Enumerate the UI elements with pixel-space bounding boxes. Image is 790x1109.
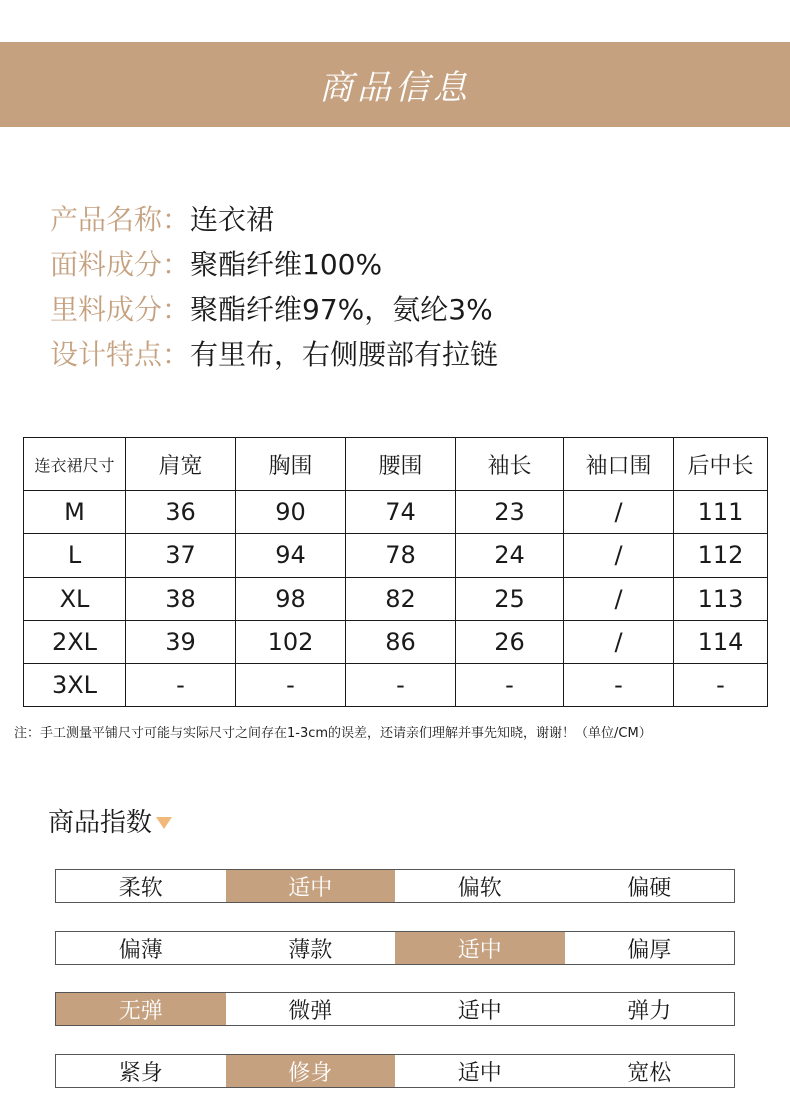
table-cell: - — [346, 663, 456, 706]
table-cell: 113 — [674, 577, 768, 620]
table-cell: 86 — [346, 620, 456, 663]
table-header-cell: 腰围 — [346, 438, 456, 491]
index-title-text: 商品指数 — [48, 808, 153, 838]
measurement-note: 注：手工测量平铺尺寸可能与实际尺寸之间存在1-3cm的误差，还请亲们理解并事先知晓，谢谢！（单位/CM） — [14, 726, 652, 741]
info-row-name — [50, 195, 498, 240]
table-cell: 78 — [346, 534, 456, 577]
table-cell: 74 — [346, 491, 456, 534]
triangle-down-icon — [156, 817, 172, 829]
scale-option: 微弹 — [288, 998, 333, 1024]
table-row — [24, 663, 768, 706]
table-cell: 114 — [674, 620, 768, 663]
table-cell: - — [674, 663, 768, 706]
table-cell: 24 — [456, 534, 564, 577]
info-label: 产品名称： — [50, 202, 191, 236]
size-table — [23, 437, 768, 707]
scale-option: 偏厚 — [627, 937, 672, 963]
table-cell: / — [564, 491, 674, 534]
product-info — [50, 195, 498, 375]
table-cell: L — [24, 534, 126, 577]
table-header-cell: 袖长 — [456, 438, 564, 491]
scale-option: 弹力 — [627, 998, 672, 1024]
table-cell: 90 — [236, 491, 346, 534]
table-cell: 82 — [346, 577, 456, 620]
table-cell: 102 — [236, 620, 346, 663]
index-title — [48, 802, 172, 839]
table-cell: - — [126, 663, 236, 706]
info-label: 设计特点： — [50, 337, 191, 371]
table-cell: 25 — [456, 577, 564, 620]
index-scale-thickness — [55, 931, 735, 965]
table-header-cell: 后中长 — [674, 438, 768, 491]
table-header-cell: 胸围 — [236, 438, 346, 491]
scale-option: 紧身 — [118, 1060, 163, 1086]
info-row-fabric — [50, 240, 498, 285]
scale-option-selected: 无弹 — [56, 993, 226, 1025]
table-cell: 111 — [674, 491, 768, 534]
scale-option-selected: 修身 — [226, 1055, 396, 1087]
banner-title: 商品信息 — [319, 68, 471, 108]
section-banner — [0, 42, 790, 127]
table-cell: 39 — [126, 620, 236, 663]
info-label: 里料成分： — [50, 292, 191, 326]
table-header-row — [24, 438, 768, 491]
index-scale-fit — [55, 1054, 735, 1088]
info-value: 有里布，右侧腰部有拉链 — [190, 337, 499, 371]
table-cell: 38 — [126, 577, 236, 620]
table-cell: 3XL — [24, 663, 126, 706]
info-label: 面料成分： — [50, 247, 191, 281]
info-value: 连衣裙 — [190, 202, 275, 236]
table-cell: / — [564, 620, 674, 663]
table-cell: XL — [24, 577, 126, 620]
info-value: 聚酯纤维97%，氨纶3% — [190, 292, 493, 326]
table-cell: - — [236, 663, 346, 706]
scale-option: 偏硬 — [627, 875, 672, 901]
table-cell: M — [24, 491, 126, 534]
scale-option-selected: 适中 — [226, 870, 396, 902]
table-row — [24, 577, 768, 620]
table-cell: 36 — [126, 491, 236, 534]
scale-option: 宽松 — [627, 1060, 672, 1086]
index-scale-softness — [55, 869, 735, 903]
info-row-lining — [50, 285, 498, 330]
index-scale-elasticity — [55, 992, 735, 1026]
table-header-cell: 肩宽 — [126, 438, 236, 491]
scale-option: 适中 — [457, 998, 502, 1024]
table-cell: - — [564, 663, 674, 706]
info-row-design — [50, 330, 498, 375]
table-cell: - — [456, 663, 564, 706]
scale-option-selected: 适中 — [395, 932, 565, 964]
table-cell: 112 — [674, 534, 768, 577]
scale-option: 偏薄 — [118, 937, 163, 963]
table-cell: 98 — [236, 577, 346, 620]
table-cell: / — [564, 534, 674, 577]
table-row — [24, 534, 768, 577]
table-cell: / — [564, 577, 674, 620]
scale-option: 适中 — [457, 1060, 502, 1086]
scale-option: 偏软 — [457, 875, 502, 901]
scale-option: 薄款 — [288, 937, 333, 963]
table-cell: 23 — [456, 491, 564, 534]
table-row — [24, 491, 768, 534]
table-row — [24, 620, 768, 663]
table-header-cell: 袖口围 — [564, 438, 674, 491]
table-cell: 37 — [126, 534, 236, 577]
scale-option: 柔软 — [118, 875, 163, 901]
info-value: 聚酯纤维100% — [190, 247, 383, 281]
table-header-cell: 连衣裙尺寸 — [24, 438, 126, 491]
table-cell: 94 — [236, 534, 346, 577]
table-cell: 26 — [456, 620, 564, 663]
table-cell: 2XL — [24, 620, 126, 663]
